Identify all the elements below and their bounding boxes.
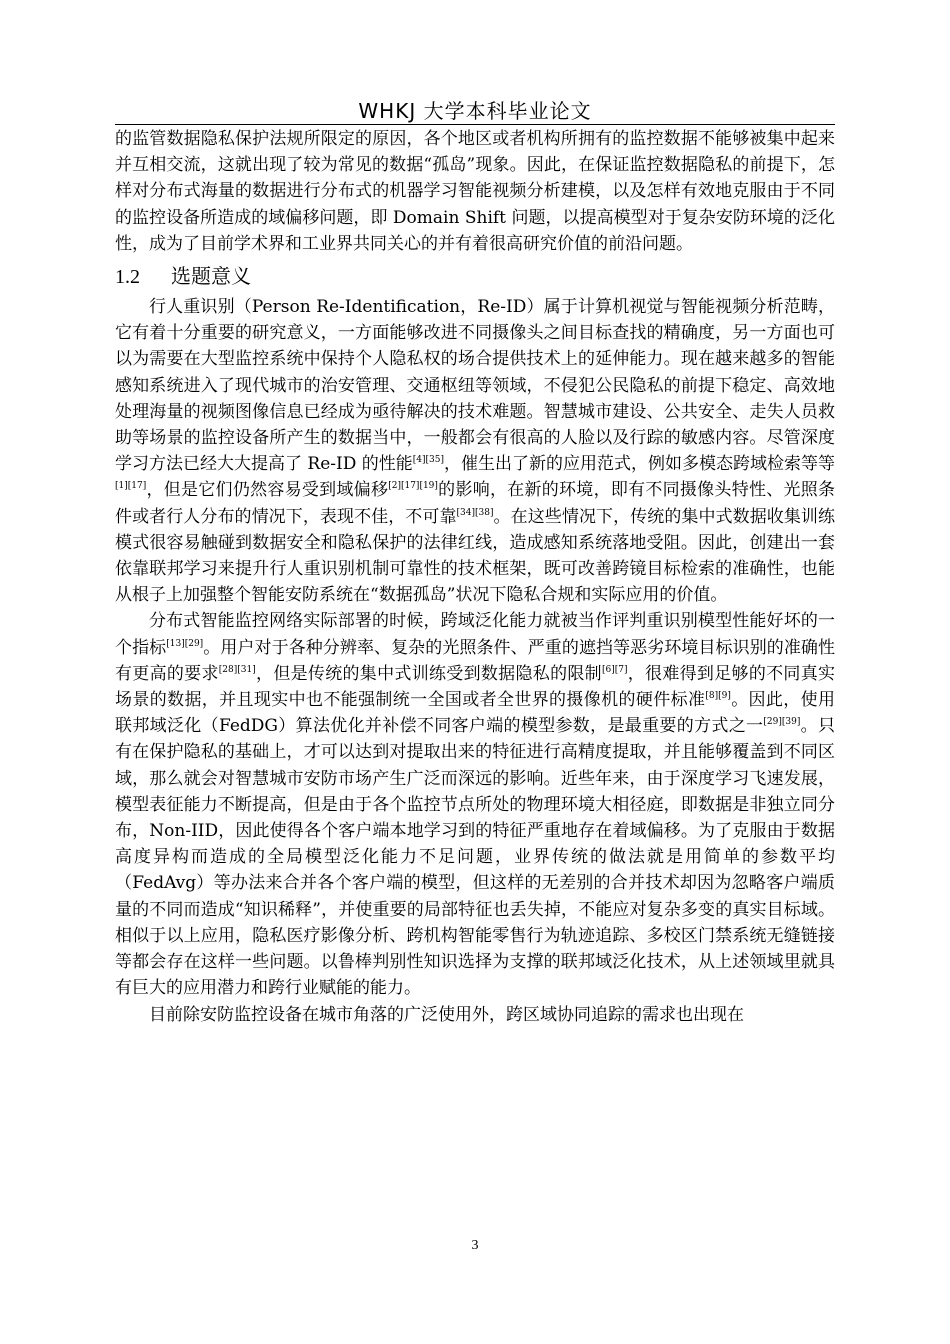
body-text (115, 126, 835, 1028)
citation: [8][9] (705, 691, 731, 702)
paragraph-text: 行人重识别（Person Re-Identification，Re-ID）属于计算机视觉与智能视频分析范畴，它有着十分重要的研究意义，一方面能够改进不同摄像头之间目标查找的精确度，另一方面也可以为需要在大型监控系统中保持个人隐私权的场合提供技术上的延伸能力。现在越来越多的智能感知系统进入了现代城市的治安管理、交通枢纽等领域，不侵犯公民隐私的前提下稳定、高效地处理海量的视频图像信息已经成为亟待解决的技术难题。智慧城市建设、公共安全、走失人员救助等场景的监控设备所产生的数据当中，一般都会有很高的人脸以及行踪的敏感内容。尽管深度学习方法已经大大提高了 Re-ID 的性能 (115, 297, 835, 475)
paragraph-text: 。因此，使用联邦域泛化（FedDG）算法优化并补偿不同客户端的模型参数，是最重要的方式之一 (115, 690, 836, 737)
paragraph-text: 分布式智能监控网络实际部署的时候，跨域泛化能力就被当作评判重识别模型性能好坏的一个指标 (115, 611, 835, 658)
paragraph-text: 。在这些情况下，传统的集中式数据收集训练模式很容易触碰到数据安全和隐私保护的法律红线，造成感知系统落地受阻。因此，创建出一套依靠联邦学习来提升行人重识别机制可靠性的技术框架，既可改善跨镜目标检索的准确性，也能从根子上加强整个智能安防系统在“数据孤岛”状况下隐私合规和实际应用的价值。 (115, 506, 836, 606)
paragraph-text: 的影响，在新的环境，即有不同摄像头特性、光照条件或者行人分布的情况下，表现不佳，不可靠 (115, 480, 836, 527)
citation: [34][38] (456, 507, 494, 518)
paragraph-text: ，但是传统的集中式训练受到数据隐私的限制 (255, 663, 602, 684)
header-rule (115, 124, 835, 125)
paragraph-text: ，催生出了新的应用范式，例如多模态跨域检索等等 (444, 454, 835, 475)
paragraph-continued: 的监管数据隐私保护法规所限定的原因，各个地区或者机构所拥有的监控数据不能够被集中起来并互相交流，这就出现了较为常见的数据“孤岛”现象。因此，在保证监控数据隐私的前提下，怎样对分布式海量的数据进行分布式的机器学习智能视频分析建模，以及怎样有效地克服由于不同的监控设备所造成的域偏移问题，即 Domain Shift 问题，以提高模型对于复杂安防环境的泛化性，成为了目前学术界和工业界共同关心的并有着很高研究价值的前沿问题。 (115, 129, 835, 254)
section-heading (115, 263, 835, 290)
running-header: WHKJ 大学本科毕业论文 (358, 99, 592, 123)
citation: [28][31] (218, 664, 256, 675)
citation: [6][7] (601, 664, 628, 675)
paragraph-text: ，但是它们仍然容易受到域偏移 (146, 480, 389, 501)
paragraph-text: 。只有在保护隐私的基础上，才可以达到对提取出来的特征进行高精度提取，并且能够覆盖到不同区域，那么就会对智慧城市安防市场产生广泛而深远的影响。近些年来，由于深度学习飞速发展，模型表征能力不断提高，但是由于各个监控节点所处的物理环境大相径庭，即数据是非独立同分布，Non-IID，因此使得各个客户端本地学习到的特征严重地存在着域偏移。为了克服由于数据高度异构而造成的全局模型泛化能力不足问题，业界传统的做法就是用简单的参数平均（FedAvg）等办法来合并各个客户端的模型，但这样的无差别的合并技术却因为忽略客户端质量的不同而造成“知识稀释”，并使重要的局部特征也丢失掉，不能应对复杂多变的真实目标域。相似于以上应用，隐私医疗影像分析、跨机构智能零售行为轨迹追踪、多校区门禁系统无缝链接等都会存在这样一些问题。以鲁棒判别性知识选择为支撑的联邦域泛化技术，从上述领域里就具有巨大的应用潜力和跨行业赋能的能力。 (115, 716, 835, 999)
paragraph-text: 。用户对于各种分辨率、复杂的光照条件、严重的遮挡等恶劣环境目标识别的准确性有更高的要求 (115, 637, 836, 684)
citation: [29][39] (763, 717, 801, 728)
citation: [13][29] (166, 638, 204, 649)
citation: [1][17] (115, 481, 147, 492)
section-number: 1.2 (115, 266, 140, 289)
citation: [2][17][19] (388, 481, 438, 492)
paragraph-significance-1 (115, 294, 835, 608)
paragraph-text: ，很难得到足够的不同真实场景的数据，并且现实中也不能强制统一全国或者全世界的摄像机的硬件标准 (115, 663, 836, 711)
citation: [4][35] (412, 455, 444, 466)
section-title: 选题意义 (171, 264, 251, 289)
paragraph-significance-3: 目前除安防监控设备在城市角落的广泛使用外，跨区域协同追踪的需求也出现在 (149, 1004, 744, 1025)
page-number: 3 (471, 1238, 479, 1253)
paragraph-significance-2 (115, 608, 835, 1001)
